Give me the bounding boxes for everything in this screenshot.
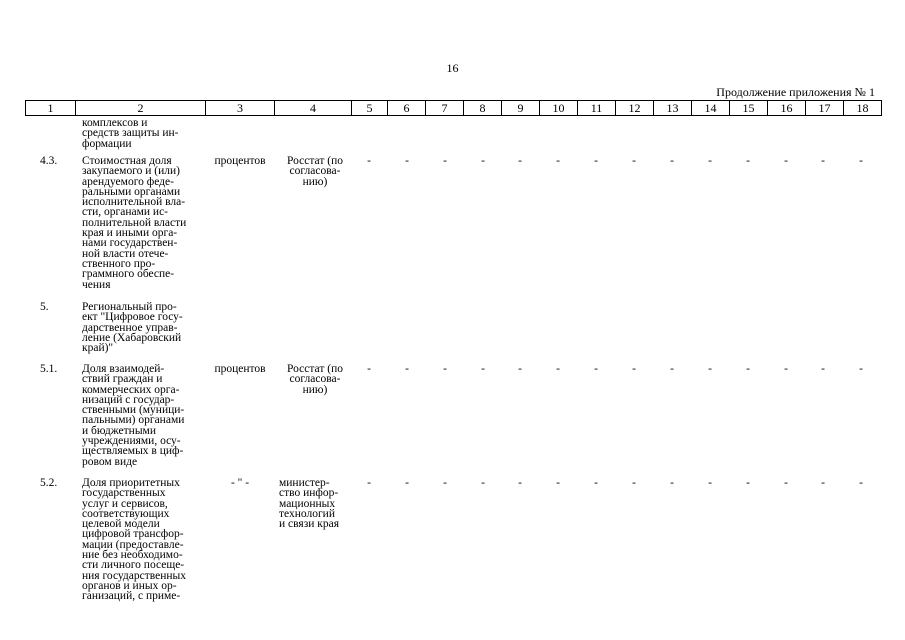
indicator-name-line: ственными (муници- — [82, 404, 185, 417]
value-cell-col-6: - — [405, 363, 409, 375]
value-cell-col-7: - — [443, 477, 447, 489]
column-number-18: 18 — [844, 101, 882, 116]
indicator-name-line: соответствующих — [82, 507, 170, 520]
indicator-name-line: ровом виде — [82, 455, 138, 468]
column-number-11: 11 — [578, 101, 616, 116]
value-cell-col-10: - — [556, 363, 560, 375]
indicator-name-line: ществляемых в циф- — [82, 445, 184, 458]
value-cell-col-15: - — [746, 155, 750, 167]
data-source-line: согласова- — [289, 373, 341, 386]
value-cell-col-13: - — [670, 155, 674, 167]
indicator-name-line: ния государственных — [82, 569, 187, 582]
indicator-name — [82, 302, 204, 353]
data-source — [279, 478, 351, 529]
value-cell-col-5: - — [367, 477, 371, 489]
indicator-name-line: учреждениями, осу- — [82, 435, 181, 448]
value-cell-col-18: - — [859, 477, 863, 489]
row-number: 4.3. — [40, 155, 58, 167]
indicator-name-line: исполнительной вла- — [82, 196, 186, 209]
indicator-name-line: ральными органами — [82, 185, 181, 198]
indicator-name — [82, 364, 204, 467]
value-cell-col-18: - — [859, 155, 863, 167]
value-cell-col-16: - — [784, 363, 788, 375]
indicator-name-line: нами государствен- — [82, 237, 178, 250]
indicator-name — [82, 156, 204, 290]
value-cell-col-5: - — [367, 363, 371, 375]
indicator-name-line: сти, органами ис- — [82, 206, 169, 219]
row-number: 5. — [40, 301, 49, 313]
value-cell-col-15: - — [746, 363, 750, 375]
unit-of-measure: процентов — [214, 363, 266, 375]
indicator-name-line: чения — [82, 278, 111, 291]
indicator-name-line: формации — [82, 137, 132, 150]
value-cell-col-13: - — [670, 363, 674, 375]
value-cell-col-12: - — [632, 363, 636, 375]
indicator-name-line: закупаемого и (или) — [82, 165, 181, 178]
indicator-name-line: Доля взаимодей- — [82, 363, 165, 375]
value-cell-col-14: - — [708, 155, 712, 167]
data-source-line: согласова- — [289, 165, 341, 178]
indicator-name-line: коммерческих орга- — [82, 383, 180, 396]
indicator-name-line: цифровой трансфор- — [82, 528, 184, 541]
indicator-name-line: дарственное управ- — [82, 321, 178, 334]
indicator-name-line: ект "Цифровое госу- — [82, 311, 183, 324]
indicator-name-line: низаций с государ- — [82, 393, 175, 406]
column-number-3: 3 — [206, 101, 275, 116]
value-cell-col-12: - — [632, 477, 636, 489]
indicator-name-line: целевой модели — [82, 518, 160, 531]
data-source-line: ство инфор- — [279, 487, 339, 500]
page-number: 16 — [446, 61, 459, 75]
data-source-line: нию) — [302, 175, 328, 188]
data-source-line: и связи края — [279, 518, 340, 531]
unit-of-measure: - " - — [230, 477, 250, 489]
appendix-continuation-note: Продолжение приложения № 1 — [716, 85, 875, 99]
data-source-line: мационных — [279, 497, 336, 510]
column-number-7: 7 — [426, 101, 464, 116]
column-number-2: 2 — [76, 101, 206, 116]
value-cell-col-5: - — [367, 155, 371, 167]
unit-of-measure: процентов — [214, 155, 266, 167]
value-cell-col-8: - — [481, 363, 485, 375]
value-cell-col-7: - — [443, 363, 447, 375]
indicator-name-line: края и иными орга- — [82, 227, 178, 240]
indicator-name-line: ственного про- — [82, 257, 156, 270]
value-cell-col-11: - — [594, 477, 598, 489]
column-number-15: 15 — [730, 101, 768, 116]
column-number-6: 6 — [388, 101, 426, 116]
column-number-8: 8 — [464, 101, 502, 116]
value-cell-col-16: - — [784, 477, 788, 489]
column-number-17: 17 — [806, 101, 844, 116]
value-cell-col-13: - — [670, 477, 674, 489]
column-number-4: 4 — [275, 101, 352, 116]
value-cell-col-17: - — [821, 363, 825, 375]
value-cell-col-14: - — [708, 477, 712, 489]
value-cell-col-14: - — [708, 363, 712, 375]
value-cell-col-6: - — [405, 155, 409, 167]
data-source-line: Росстат (по — [287, 155, 343, 167]
column-number-14: 14 — [692, 101, 730, 116]
indicator-name-line: Доля приоритетных — [82, 477, 180, 489]
indicator-name — [82, 118, 204, 149]
data-source-line: Росстат (по — [287, 363, 343, 375]
data-source — [279, 364, 351, 395]
value-cell-col-17: - — [821, 477, 825, 489]
column-number-10: 10 — [540, 101, 578, 116]
indicator-name-line: средств защиты ин- — [82, 127, 179, 140]
data-source-line: министер- — [279, 477, 330, 489]
column-number-5: 5 — [352, 101, 388, 116]
column-number-header — [25, 100, 882, 116]
column-number-16: 16 — [768, 101, 806, 116]
value-cell-col-9: - — [518, 477, 522, 489]
column-number-12: 12 — [616, 101, 654, 116]
indicator-name-line: полнительной власти — [82, 216, 187, 229]
value-cell-col-18: - — [859, 363, 863, 375]
value-cell-col-11: - — [594, 155, 598, 167]
row-number: 5.1. — [40, 363, 58, 375]
value-cell-col-7: - — [443, 155, 447, 167]
indicator-name-line: мации (предоставле- — [82, 538, 184, 551]
indicator-name — [82, 478, 204, 602]
indicator-name-line: ганизаций, с приме- — [82, 590, 181, 603]
value-cell-col-9: - — [518, 155, 522, 167]
value-cell-col-10: - — [556, 477, 560, 489]
value-cell-col-17: - — [821, 155, 825, 167]
data-source — [279, 156, 351, 187]
indicator-name-line: ление (Хабаровский — [82, 331, 182, 344]
data-source-line: технологий — [279, 507, 335, 520]
indicator-name-line: комплексов и — [82, 117, 148, 129]
value-cell-col-6: - — [405, 477, 409, 489]
value-cell-col-15: - — [746, 477, 750, 489]
value-cell-col-8: - — [481, 155, 485, 167]
value-cell-col-11: - — [594, 363, 598, 375]
indicator-name-line: край)" — [82, 342, 114, 355]
indicator-name-line: граммного обеспе- — [82, 268, 175, 281]
indicator-name-line: услуг и сервисов, — [82, 497, 168, 510]
indicator-name-line: сти личного посеще- — [82, 559, 185, 572]
value-cell-col-12: - — [632, 155, 636, 167]
column-number-1: 1 — [26, 101, 76, 116]
indicator-name-line: арендуемого феде- — [82, 175, 174, 188]
indicator-name-line: государственных — [82, 487, 166, 500]
indicator-name-line: ствий граждан и — [82, 373, 163, 386]
indicator-name-line: и бюджетными — [82, 424, 156, 437]
value-cell-col-8: - — [481, 477, 485, 489]
indicator-name-line: Стоимостная доля — [82, 155, 172, 167]
value-cell-col-9: - — [518, 363, 522, 375]
value-cell-col-16: - — [784, 155, 788, 167]
row-number: 5.2. — [40, 477, 58, 489]
value-cell-col-10: - — [556, 155, 560, 167]
indicator-name-line: ние без необходимо- — [82, 549, 183, 562]
data-source-line: нию) — [302, 383, 328, 396]
indicator-name-line: Региональный про- — [82, 301, 177, 313]
column-number-9: 9 — [502, 101, 540, 116]
indicator-name-line: ной власти отече- — [82, 247, 169, 260]
indicator-name-line: пальными) органами — [82, 414, 185, 427]
indicator-name-line: органов и иных ор- — [82, 579, 177, 592]
column-number-13: 13 — [654, 101, 692, 116]
